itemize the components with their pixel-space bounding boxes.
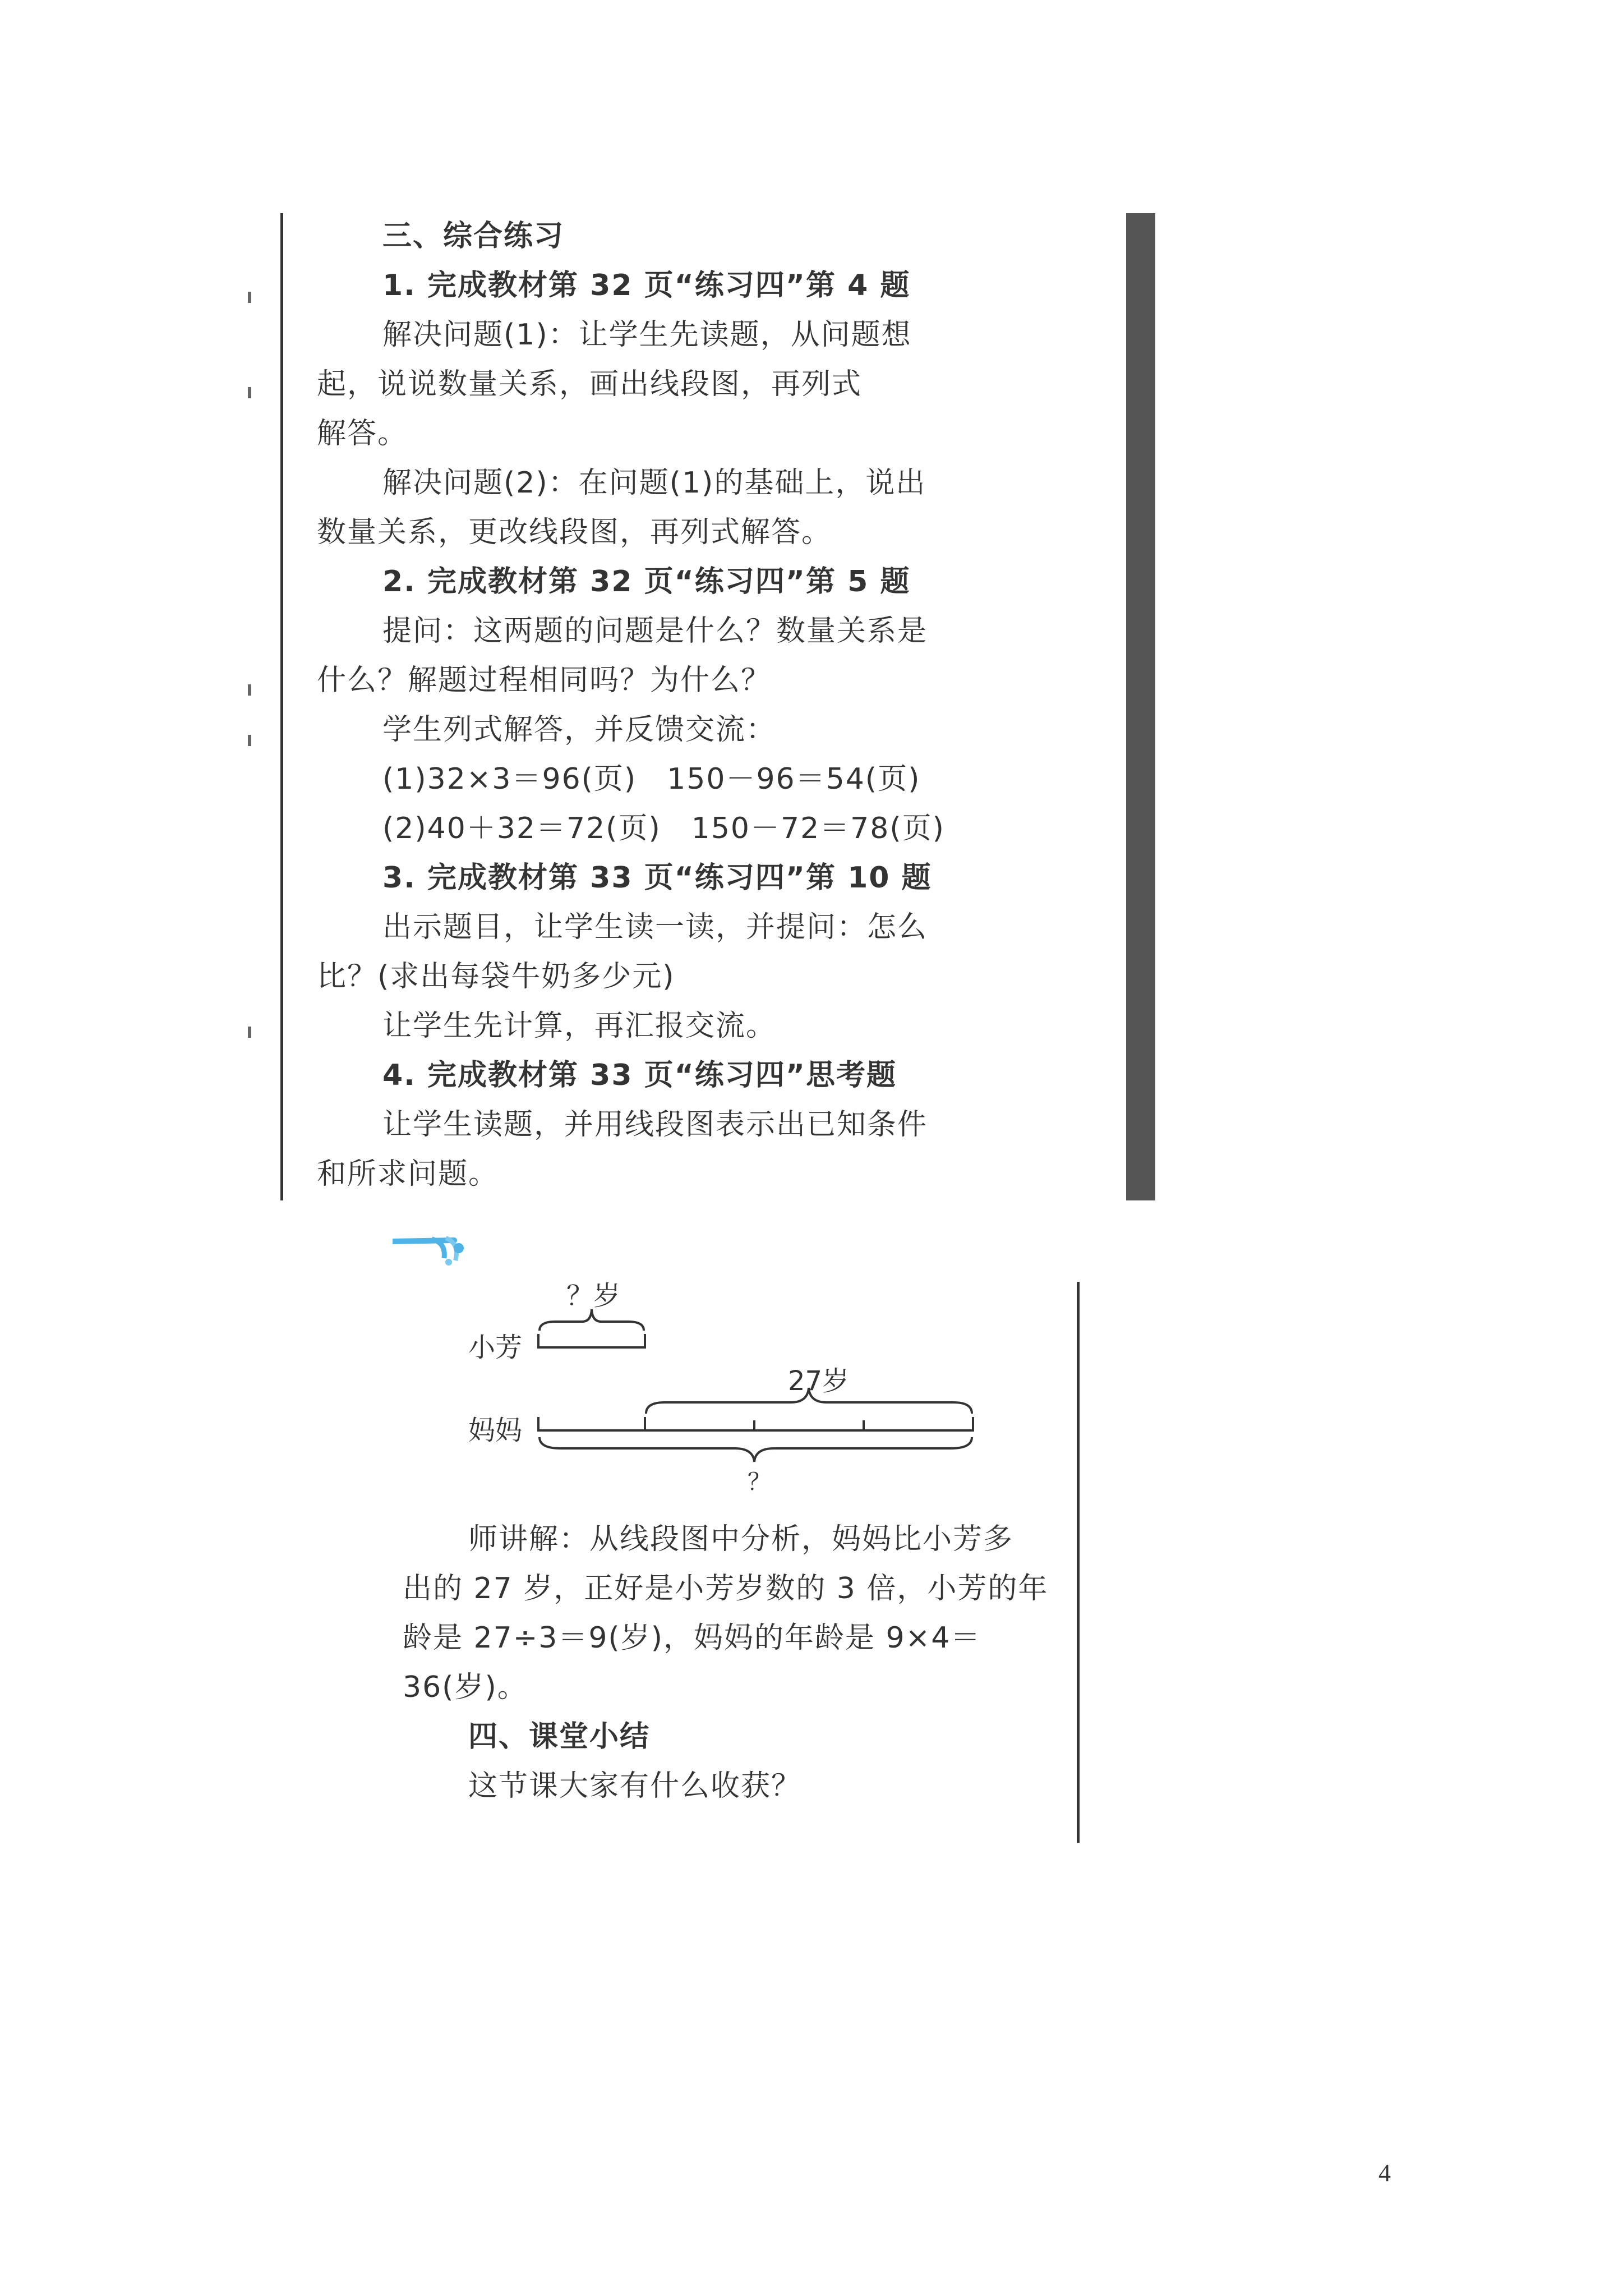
margin-tick xyxy=(248,735,251,746)
page-number: 4 xyxy=(1378,2159,1391,2187)
exercise-2-feedback: 学生列式解答，并反馈交流： xyxy=(382,713,777,747)
exercise-1-question-1-line-a: 解决问题(1)：让学生先读题，从问题想 xyxy=(382,318,912,352)
explanation-line-d: 36(岁)。 xyxy=(403,1671,528,1704)
exercise-4-title: 4. 完成教材第 33 页“练习四”思考题 xyxy=(382,1059,897,1092)
explanation-line-c: 龄是 27÷3＝9(岁)，妈妈的年龄是 9×4＝ xyxy=(403,1621,981,1655)
exercise-1-question-1-line-c: 解答。 xyxy=(317,417,408,450)
left-margin-rule xyxy=(280,213,283,1200)
exercise-4-line-b: 和所求问题。 xyxy=(317,1157,499,1191)
exercise-3-line-a: 出示题目，让学生读一读，并提问：怎么 xyxy=(382,910,928,944)
exercise-3-line-c: 让学生先计算，再汇报交流。 xyxy=(382,1009,777,1043)
exercise-1-question-2-line-b: 数量关系，更改线段图，再列式解答。 xyxy=(317,516,832,549)
blue-ornament-icon xyxy=(393,1231,471,1271)
exercise-2-answer-1: (1)32×3＝96(页) 150－96＝54(页) xyxy=(382,762,921,796)
xiaofang-age-question: ？岁 xyxy=(566,1280,621,1312)
xiaofang-segment xyxy=(538,1309,645,1349)
class-summary-text: 这节课大家有什么收获？ xyxy=(468,1769,802,1803)
exercise-2-title: 2. 完成教材第 32 页“练习四”第 5 题 xyxy=(382,565,911,599)
margin-tick xyxy=(248,684,251,696)
section-heading-comprehensive-practice: 三、综合练习 xyxy=(382,219,565,253)
section-heading-class-summary: 四、课堂小结 xyxy=(468,1720,651,1754)
explanation-line-b: 出的 27 岁，正好是小芳岁数的 3 倍，小芳的年 xyxy=(403,1572,1049,1605)
right-sidebar-bar xyxy=(1126,213,1155,1200)
explanation-line-a: 师讲解：从线段图中分析，妈妈比小芳多 xyxy=(468,1522,1014,1556)
exercise-1-question-1-line-b: 起，说说数量关系，画出线段图，再列式 xyxy=(317,367,863,401)
mama-label: 妈妈 xyxy=(468,1415,523,1446)
exercise-2-ask-line-b: 什么？解题过程相同吗？为什么？ xyxy=(317,664,772,697)
difference-age-label: 27岁 xyxy=(788,1365,850,1397)
xiaofang-label: 小芳 xyxy=(468,1332,523,1363)
exercise-1-title: 1. 完成教材第 32 页“练习四”第 4 题 xyxy=(382,269,911,302)
total-age-question: ？ xyxy=(748,1468,772,1496)
exercise-4-line-a: 让学生读题，并用线段图表示出已知条件 xyxy=(382,1108,928,1142)
exercise-2-ask-line-a: 提问：这两题的问题是什么？数量关系是 xyxy=(382,614,928,648)
mama-segment xyxy=(538,1388,973,1462)
exercise-3-title: 3. 完成教材第 33 页“练习四”第 10 题 xyxy=(382,861,932,895)
margin-tick xyxy=(248,387,251,398)
right-margin-rule xyxy=(1077,1282,1080,1843)
margin-tick xyxy=(248,1027,251,1038)
exercise-2-answer-2: (2)40＋32＝72(页) 150－72＝78(页) xyxy=(382,812,945,845)
exercise-1-question-2-line-a: 解决问题(2)：在问题(1)的基础上，说出 xyxy=(382,466,926,500)
margin-tick xyxy=(248,292,251,303)
total-brace xyxy=(540,1437,972,1462)
exercise-3-line-b: 比？(求出每袋牛奶多少元) xyxy=(317,960,675,993)
